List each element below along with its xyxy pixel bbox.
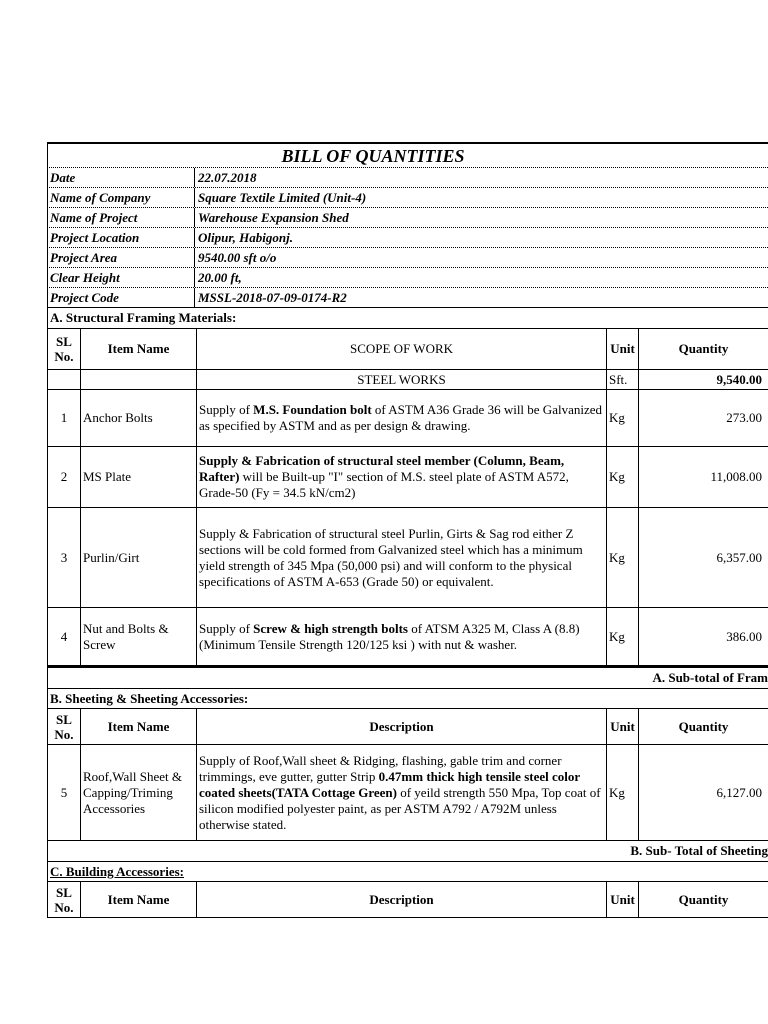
row-unit: Kg	[607, 390, 639, 447]
document-title: BILL OF QUANTITIES	[47, 142, 768, 167]
info-row-location	[47, 227, 768, 247]
row-qty: 386.00	[639, 608, 768, 666]
info-value: 9540.00 sft o/o	[198, 250, 277, 265]
info-value: MSSL-2018-07-09-0174-R2	[198, 290, 347, 305]
table-row	[48, 745, 768, 841]
info-label: Project Code	[48, 288, 195, 307]
row-desc: Supply of Screw & high strength bolts of ATSM A325 M, Class A (8.8)(Minimum Tensile Strength 120/125 ksi ) with nut & washer.	[197, 608, 607, 666]
col-header-sl: SL No.	[48, 709, 81, 745]
section-c-heading: C. Building Accessories:	[47, 861, 768, 881]
section-b-table	[47, 708, 768, 841]
table-row	[48, 608, 768, 666]
row-qty: 6,357.00	[639, 508, 768, 608]
row-item: Roof,Wall Sheet & Capping/Triming Accessories	[81, 745, 197, 841]
row-item: Anchor Bolts	[81, 390, 197, 447]
col-header-qty: Quantity	[639, 329, 768, 370]
row-qty: 11,008.00	[639, 447, 768, 508]
info-row-company	[47, 187, 768, 207]
table-row	[48, 390, 768, 447]
steel-works-unit: Sft.	[607, 370, 639, 390]
info-row-area	[47, 247, 768, 267]
steel-works-label: STEEL WORKS	[197, 370, 607, 390]
section-a-subtotal: A. Sub-total of Fram	[47, 666, 768, 688]
project-info	[47, 167, 768, 308]
info-row-code	[47, 287, 768, 308]
row-desc: Supply of M.S. Foundation bolt of ASTM A36 Grade 36 will be Galvanized as specified by ASTM and as per design & drawing.	[197, 390, 607, 447]
col-header-unit: Unit	[607, 329, 639, 370]
table-header-row	[48, 329, 768, 370]
info-label: Name of Project	[48, 208, 195, 227]
info-value: Olipur, Habigonj.	[198, 230, 293, 245]
col-header-desc: Description	[197, 882, 607, 918]
steel-works-qty: 9,540.00	[639, 370, 768, 390]
row-sl: 2	[48, 447, 81, 508]
row-qty: 273.00	[639, 390, 768, 447]
col-header-qty: Quantity	[639, 882, 768, 918]
col-header-item: Item Name	[81, 882, 197, 918]
section-b-subtotal: B. Sub- Total of Sheeting	[47, 841, 768, 861]
row-sl: 1	[48, 390, 81, 447]
col-header-sl: SL No.	[48, 882, 81, 918]
info-value: 22.07.2018	[198, 170, 257, 185]
info-label: Name of Company	[48, 188, 195, 207]
row-unit: Kg	[607, 608, 639, 666]
info-label: Project Location	[48, 228, 195, 247]
info-value: Warehouse Expansion Shed	[198, 210, 349, 225]
row-qty: 6,127.00	[639, 745, 768, 841]
row-unit: Kg	[607, 447, 639, 508]
section-a-table	[47, 328, 768, 666]
table-row	[48, 508, 768, 608]
info-value: Square Textile Limited (Unit-4)	[198, 190, 367, 205]
info-label: Clear Height	[48, 268, 195, 287]
row-unit: Kg	[607, 745, 639, 841]
col-header-unit: Unit	[607, 709, 639, 745]
row-desc: Supply & Fabrication of structural steel member (Column, Beam, Rafter) will be Built-up "I" section of M.S. steel plate of ASTM A572, Grade-50 (Fy = 34.5 kN/cm2)	[197, 447, 607, 508]
row-item: Nut and Bolts & Screw	[81, 608, 197, 666]
row-unit: Kg	[607, 508, 639, 608]
info-row-project	[47, 207, 768, 227]
col-header-sl: SL No.	[48, 329, 81, 370]
col-header-scope: SCOPE OF WORK	[197, 329, 607, 370]
row-item: MS Plate	[81, 447, 197, 508]
row-sl: 3	[48, 508, 81, 608]
row-sl: 5	[48, 745, 81, 841]
info-row-date	[47, 167, 768, 187]
table-header-row	[48, 882, 768, 918]
section-c-table	[47, 881, 768, 918]
table-row	[48, 447, 768, 508]
col-header-qty: Quantity	[639, 709, 768, 745]
info-row-height	[47, 267, 768, 287]
row-item: Purlin/Girt	[81, 508, 197, 608]
section-a-heading: A. Structural Framing Materials:	[47, 308, 768, 328]
steel-works-row	[48, 370, 768, 390]
row-desc: Supply of Roof,Wall sheet & Ridging, flashing, gable trim and corner trimmings, eve gutter, gutter Strip 0.47mm thick high tensile steel color coated sheets(TATA Cottage Green) of yeild strength 550 Mpa, Top coat of silicon modified polyester paint, as per ASTM A792 / A792M unless otherwise stated.	[197, 745, 607, 841]
info-label: Date	[48, 168, 195, 187]
section-b-heading: B. Sheeting & Sheeting Accessories:	[47, 688, 768, 708]
boq-sheet	[47, 142, 768, 918]
col-header-desc: Description	[197, 709, 607, 745]
info-label: Project Area	[48, 248, 195, 267]
row-desc: Supply & Fabrication of structural steel Purlin, Girts & Sag rod either Z sections will be cold formed from Galvanized steel which has a minimum yield strength of 345 Mpa (50,000 psi) and will conform to the physical specifications of ASTM A-653 (Grade 50) or equivalent.	[197, 508, 607, 608]
col-header-item: Item Name	[81, 329, 197, 370]
col-header-unit: Unit	[607, 882, 639, 918]
table-header-row	[48, 709, 768, 745]
row-sl: 4	[48, 608, 81, 666]
info-value: 20.00 ft,	[198, 270, 242, 285]
col-header-item: Item Name	[81, 709, 197, 745]
